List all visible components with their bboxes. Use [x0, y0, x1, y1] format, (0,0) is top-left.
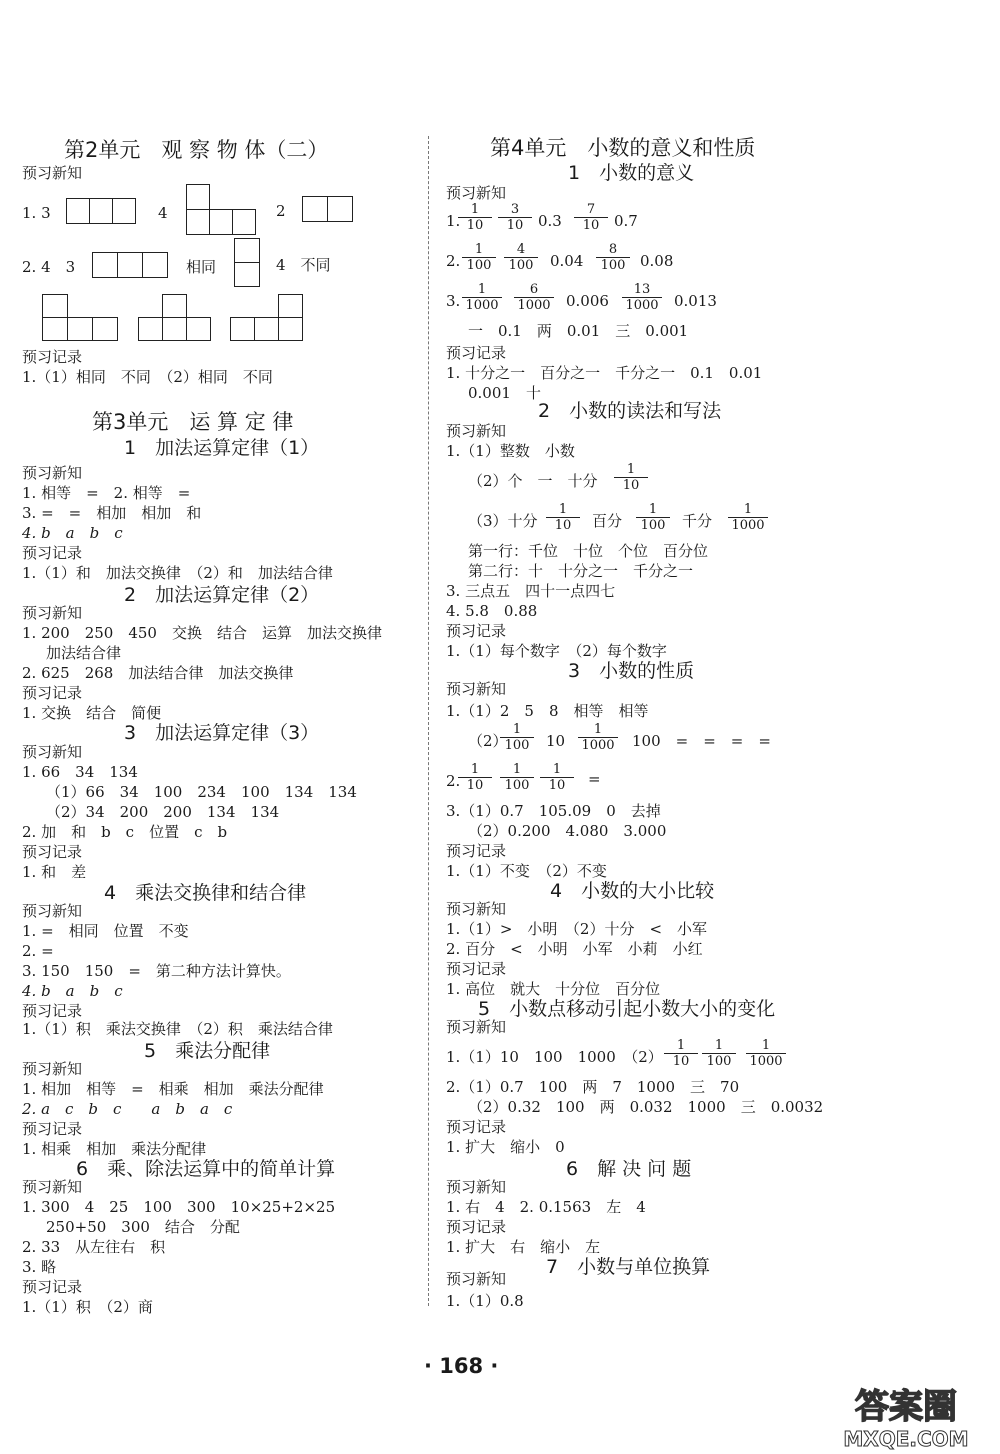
- answer-value: 0.3: [538, 212, 562, 230]
- answer-line: 1.（1）> 小明 （2）十分 < 小军: [446, 920, 708, 938]
- answer-line: （2）个 一 十分: [468, 472, 598, 490]
- preview-new-label: 预习新知: [22, 604, 83, 622]
- fraction: [498, 202, 532, 233]
- answer-value: 千分: [682, 512, 713, 530]
- preview-record-label: 预习记录: [22, 348, 83, 366]
- denominator: 10: [622, 478, 640, 493]
- u2-line1b: 4: [158, 204, 168, 222]
- preview-record-label: 预习记录: [22, 544, 83, 562]
- numerator: 1: [458, 202, 492, 218]
- shape-square: [234, 238, 260, 263]
- denominator: 100: [508, 258, 534, 273]
- fraction: [462, 242, 496, 273]
- section-title: 5 小数点移动引起小数大小的变化: [478, 998, 776, 1020]
- watermark-top: 答案圈: [855, 1387, 957, 1427]
- shape-square: [186, 209, 210, 235]
- fraction: [500, 762, 534, 793]
- answer-line: 1. 相乘 相加 乘法分配律: [22, 1140, 207, 1158]
- numerator: 1: [458, 762, 492, 778]
- fraction: [514, 282, 554, 313]
- denominator: 100: [504, 778, 530, 793]
- answer-line: 2. 加 和 b c 位置 c b: [22, 823, 228, 841]
- fraction: [614, 462, 648, 493]
- section-title: 5 乘法分配律: [144, 1040, 271, 1062]
- answer-line: 2. 33 从左往右 积: [22, 1238, 166, 1256]
- denominator: 1000: [465, 298, 499, 313]
- shape-square: [162, 294, 187, 318]
- answer-line: （2）0.200 4.080 3.000: [468, 822, 667, 840]
- numerator: 6: [514, 282, 554, 298]
- denominator: 1000: [749, 1054, 783, 1069]
- answer-line: 3. 150 150 = 第二种方法计算快。: [22, 962, 291, 980]
- numerator: 3: [498, 202, 532, 218]
- answer-line: 1. 300 4 25 100 300 10×25+2×25: [22, 1198, 336, 1216]
- numerator: 1: [500, 722, 534, 738]
- u2-record: 1.（1）相同 不同 （2）相同 不同: [22, 368, 273, 386]
- answer-line: 1. 十分之一 百分之一 千分之一 0.1 0.01: [446, 364, 763, 382]
- preview-new-label: 预习新知: [22, 902, 83, 920]
- numerator: 1: [614, 462, 648, 478]
- preview-record-label: 预习记录: [22, 1278, 83, 1296]
- answer-line: 1. 相等 = 2. 相等 =: [22, 484, 191, 502]
- numerator: 1: [578, 722, 618, 738]
- denominator: 100: [466, 258, 492, 273]
- answer-line: 2. 625 268 加法结合律 加法交换律: [22, 664, 294, 682]
- shape-square: [42, 317, 68, 341]
- answer-line: 3. 略: [22, 1258, 57, 1276]
- numerator: 1: [500, 762, 534, 778]
- section-title: 2 小数的读法和写法: [538, 400, 722, 422]
- shape-square: [254, 317, 279, 341]
- preview-record-label: 预习记录: [446, 1118, 507, 1136]
- answer-line: 1. 相加 相等 = 相乘 相加 乘法分配律: [22, 1080, 324, 1098]
- shape-square: [138, 317, 163, 341]
- shape-square: [186, 184, 210, 210]
- denominator: 10: [548, 778, 566, 793]
- numerator: 1: [462, 242, 496, 258]
- answer-value: 0.08: [640, 252, 674, 270]
- preview-new-label: 预习新知: [446, 422, 507, 440]
- denominator: 10: [582, 218, 600, 233]
- section-title: 1 加法运算定律（1）: [124, 437, 320, 459]
- preview-record-label: 预习记录: [22, 1002, 83, 1020]
- answer-value: 0.006: [566, 292, 609, 310]
- unit4-title: 第4单元 小数的意义和性质: [490, 136, 756, 160]
- preview-new-label: 预习新知: [446, 184, 507, 202]
- preview-new-label: 预习新知: [22, 743, 83, 761]
- answer-value: 百分: [592, 512, 623, 530]
- u2-line2c: 4 不同: [276, 256, 331, 274]
- shape-square: [142, 252, 168, 278]
- numerator: 7: [574, 202, 608, 218]
- answer-value: 100 = = = =: [632, 732, 771, 750]
- denominator: 10: [466, 218, 484, 233]
- preview-new-label: 预习新知: [22, 464, 83, 482]
- answer-line: 1.（1）和 加法交换律 （2）和 加法结合律: [22, 564, 333, 582]
- denominator: 10: [506, 218, 524, 233]
- preview-new-label: 预习新知: [446, 1018, 507, 1036]
- fraction: [702, 1038, 736, 1069]
- preview-new-label: 预习新知: [446, 1270, 507, 1288]
- denominator: 100: [600, 258, 626, 273]
- answer-line: 4. 5.8 0.88: [446, 602, 538, 620]
- fraction: [578, 722, 618, 753]
- answer-line: 1.（1）每个数字 （2）每个数字: [446, 642, 667, 660]
- preview-record-label: 预习记录: [446, 622, 507, 640]
- answer-line: 1. 交换 结合 简便: [22, 704, 162, 722]
- numerator: 1: [546, 502, 580, 518]
- preview-record-label: 预习记录: [446, 960, 507, 978]
- fraction: [540, 762, 574, 793]
- preview-record-label: 预习记录: [446, 1218, 507, 1236]
- answer-line: 1.（1）积 乘法交换律 （2）积 乘法结合律: [22, 1020, 333, 1038]
- numerator: 1: [702, 1038, 736, 1054]
- shape-square: [327, 196, 353, 222]
- section-title: 4 乘法交换律和结合律: [104, 882, 307, 904]
- answer-line: 3.: [446, 292, 461, 310]
- answer-line: 2. 百分 < 小明 小军 小莉 小红: [446, 940, 703, 958]
- shape-square: [117, 252, 143, 278]
- section-title: 6 乘、除法运算中的简单计算: [76, 1158, 336, 1180]
- numerator: 1: [664, 1038, 698, 1054]
- answer-line: 1.（1）整数 小数: [446, 442, 575, 460]
- denominator: 100: [706, 1054, 732, 1069]
- answer-line: 1.（1）10 100 1000 （2）: [446, 1048, 663, 1066]
- preview-new-label: 预习新知: [22, 164, 83, 182]
- answer-line: 1.: [446, 212, 461, 230]
- u2-line1a: 1. 3: [22, 204, 51, 222]
- preview-record-label: 预习记录: [446, 842, 507, 860]
- answer-line: 2.: [446, 252, 461, 270]
- unit3-title: 第3单元 运 算 定 律: [92, 410, 294, 434]
- numerator: 1: [462, 282, 502, 298]
- fraction: [500, 722, 534, 753]
- denominator: 1000: [625, 298, 659, 313]
- answer-line: 第一行：千位 十位 个位 百分位: [468, 542, 709, 560]
- answer-line: 1. 200 250 450 交换 结合 运算 加法交换律: [22, 624, 382, 642]
- fraction: [546, 502, 580, 533]
- answer-line: 1. 高位 就大 十分位 百分位: [446, 980, 661, 998]
- answer-line: 1.（1）不变 （2）不变: [446, 862, 607, 880]
- answer-line: 1. 扩大 缩小 0: [446, 1138, 565, 1156]
- fraction: [664, 1038, 698, 1069]
- fraction: [746, 1038, 786, 1069]
- answer-value: 0.7: [614, 212, 638, 230]
- shape-square: [230, 317, 255, 341]
- shape-square: [92, 252, 118, 278]
- denominator: 10: [466, 778, 484, 793]
- watermark-logo: [816, 1374, 996, 1452]
- shape-square: [92, 317, 118, 341]
- shape-square: [186, 317, 211, 341]
- watermark-bottom: MXQE.COM: [843, 1427, 969, 1451]
- preview-new-label: 预习新知: [446, 1178, 507, 1196]
- numerator: 1: [728, 502, 768, 518]
- answer-line: （3）十分: [468, 512, 538, 530]
- denominator: 10: [672, 1054, 690, 1069]
- shape-square: [234, 262, 260, 287]
- answer-line: 1. 右 4 2. 0.1563 左 4: [446, 1198, 646, 1216]
- fraction: [574, 202, 608, 233]
- shape-square: [209, 209, 233, 235]
- answer-line: 2.（1）0.7 100 两 7 1000 三 70: [446, 1078, 740, 1096]
- answer-line: 1.（1）2 5 8 相等 相等: [446, 702, 649, 720]
- answer-line: 3. = = 相加 相加 和: [22, 504, 202, 522]
- numerator: 1: [636, 502, 670, 518]
- numerator: 1: [540, 762, 574, 778]
- fraction: [636, 502, 670, 533]
- answer-line: （2）34 200 200 134 134: [46, 803, 280, 821]
- answer-value: 0.013: [674, 292, 717, 310]
- denominator: 10: [554, 518, 572, 533]
- answer-value: 0.04: [550, 252, 584, 270]
- numerator: 1: [746, 1038, 786, 1054]
- page-number: · 168 ·: [424, 1354, 499, 1378]
- preview-new-label: 预习新知: [446, 680, 507, 698]
- section-title: 7 小数与单位换算: [546, 1256, 711, 1278]
- answer-line: 2. a c b c a b a c: [22, 1100, 233, 1118]
- answer-line: 2. =: [22, 942, 54, 960]
- answer-line: 1.（1）0.8: [446, 1292, 524, 1310]
- fraction: [458, 202, 492, 233]
- answer-line: 1. = 相同 位置 不变: [22, 922, 189, 940]
- denominator: 1000: [731, 518, 765, 533]
- section-title: 3 小数的性质: [568, 660, 695, 682]
- answer-value: 10: [546, 732, 566, 750]
- shape-square: [112, 198, 136, 224]
- shape-square: [162, 317, 187, 341]
- preview-record-label: 预习记录: [22, 1120, 83, 1138]
- u2-line1c: 2: [276, 202, 286, 220]
- answer-line: 250+50 300 结合 分配: [46, 1218, 240, 1236]
- section-title: 6 解 决 问 题: [566, 1158, 692, 1180]
- answer-line: 4. b a b c: [22, 982, 123, 1000]
- fraction: [458, 762, 492, 793]
- answer-line: （2）: [468, 732, 508, 750]
- numerator: 13: [622, 282, 662, 298]
- fraction: [504, 242, 538, 273]
- u2-line2b: 相同: [186, 258, 217, 276]
- preview-record-label: 预习记录: [22, 684, 83, 702]
- answer-line: 一 0.1 两 0.01 三 0.001: [468, 322, 689, 340]
- fraction: [728, 502, 768, 533]
- answer-line: 1. 和 差: [22, 863, 87, 881]
- shape-square: [232, 209, 256, 235]
- denominator: 1000: [581, 738, 615, 753]
- preview-new-label: 预习新知: [446, 900, 507, 918]
- numerator: 8: [596, 242, 630, 258]
- section-title: 1 小数的意义: [568, 162, 695, 184]
- denominator: 100: [504, 738, 530, 753]
- shape-square: [278, 317, 303, 341]
- answer-line: （1）66 34 100 234 100 134 134: [46, 783, 357, 801]
- fraction: [462, 282, 502, 313]
- answer-line: 加法结合律: [46, 644, 122, 662]
- numerator: 4: [504, 242, 538, 258]
- shape-square: [278, 294, 303, 318]
- answer-line: 1. 66 34 134: [22, 763, 138, 781]
- section-title: 3 加法运算定律（3）: [124, 722, 320, 744]
- shape-square: [67, 317, 93, 341]
- preview-new-label: 预习新知: [22, 1178, 83, 1196]
- section-title: 4 小数的大小比较: [550, 880, 715, 902]
- preview-record-label: 预习记录: [22, 843, 83, 861]
- answer-value: =: [588, 770, 601, 788]
- answer-line: 4. b a b c: [22, 524, 123, 542]
- denominator: 1000: [517, 298, 551, 313]
- shape-square: [302, 196, 328, 222]
- answer-line: （2）0.32 100 两 0.032 1000 三 0.0032: [468, 1098, 824, 1116]
- answer-line: 3.（1）0.7 105.09 0 去掉: [446, 802, 661, 820]
- preview-new-label: 预习新知: [22, 1060, 83, 1078]
- section-title: 2 加法运算定律（2）: [124, 584, 320, 606]
- unit2-title: 第2单元 观 察 物 体（二）: [64, 138, 329, 162]
- column-divider: [428, 136, 429, 1306]
- u2-line2a: 2. 4 3: [22, 258, 76, 276]
- shape-square: [66, 198, 90, 224]
- answer-line: 第二行：十 十分之一 千分之一: [468, 562, 694, 580]
- fraction: [596, 242, 630, 273]
- shape-square: [42, 294, 68, 318]
- answer-line: 1. 扩大 右 缩小 左: [446, 1238, 601, 1256]
- preview-record-label: 预习记录: [446, 344, 507, 362]
- fraction: [622, 282, 662, 313]
- shape-square: [89, 198, 113, 224]
- answer-line: 1.（1）积 （2）商: [22, 1298, 153, 1316]
- answer-line: 2.: [446, 772, 461, 790]
- answer-line: 3. 三点五 四十一点四七: [446, 582, 616, 600]
- denominator: 100: [640, 518, 666, 533]
- answer-line: 0.001 十: [468, 384, 541, 402]
